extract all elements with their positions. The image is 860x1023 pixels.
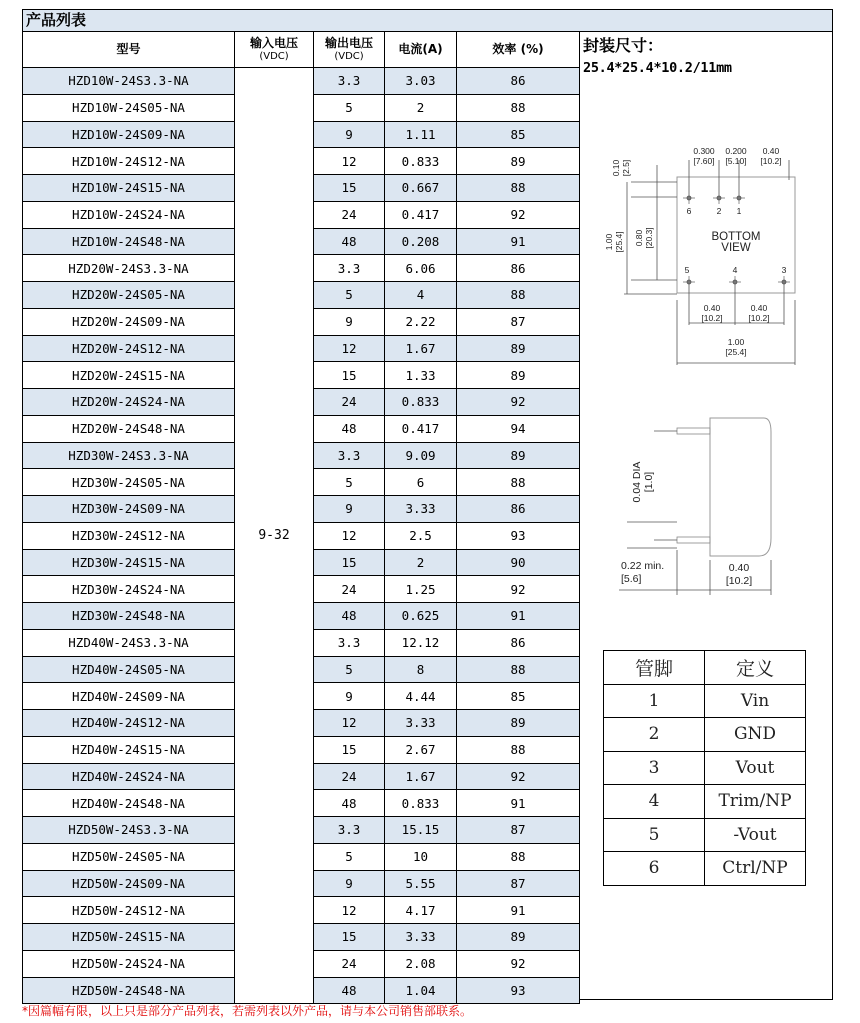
output-voltage-cell: 9 [314,496,385,523]
output-voltage-cell: 9 [314,121,385,148]
current-cell: 1.04 [385,977,457,1004]
efficiency-cell: 86 [457,629,580,656]
efficiency-cell: 91 [457,897,580,924]
pin-label-5: 5 [684,265,690,275]
current-cell: 0.667 [385,175,457,202]
model-cell: HZD20W-24S3.3-NA [23,255,235,282]
output-voltage-cell: 15 [314,924,385,951]
output-voltage-cell: 9 [314,870,385,897]
model-cell: HZD20W-24S48-NA [23,415,235,442]
table-header-row [23,32,580,68]
dim-pin-length-mm: [5.6] [621,573,642,585]
model-cell: HZD10W-24S3.3-NA [23,68,235,95]
model-cell: HZD40W-24S3.3-NA [23,629,235,656]
pin-number-cell: 1 [604,684,705,718]
model-cell: HZD30W-24S09-NA [23,496,235,523]
current-cell: 2 [385,549,457,576]
model-cell: HZD20W-24S15-NA [23,362,235,389]
model-cell: HZD20W-24S24-NA [23,389,235,416]
model-cell: HZD40W-24S09-NA [23,683,235,710]
efficiency-cell: 92 [457,763,580,790]
output-voltage-cell: 48 [314,228,385,255]
model-cell: HZD30W-24S48-NA [23,603,235,630]
model-cell: HZD50W-24S3.3-NA [23,817,235,844]
current-cell: 10 [385,843,457,870]
efficiency-cell: 87 [457,870,580,897]
current-cell: 6 [385,469,457,496]
current-cell: 12.12 [385,629,457,656]
pin-row [604,684,806,718]
output-voltage-cell: 3.3 [314,255,385,282]
current-cell: 0.417 [385,415,457,442]
efficiency-cell: 93 [457,522,580,549]
dim-top-offset: 0.10 [611,159,621,177]
current-cell: 2.67 [385,736,457,763]
current-cell: 1.25 [385,576,457,603]
header-output-voltage: 输出电压 (VDC) [314,32,385,68]
model-cell: HZD20W-24S05-NA [23,282,235,309]
model-cell: HZD20W-24S12-NA [23,335,235,362]
efficiency-cell: 91 [457,603,580,630]
product-table [22,31,580,1004]
table-row [23,68,580,95]
model-cell: HZD10W-24S24-NA [23,201,235,228]
current-cell: 0.417 [385,201,457,228]
efficiency-cell: 88 [457,656,580,683]
current-cell: 1.67 [385,763,457,790]
pin-definition-cell: Trim/NP [705,785,806,819]
efficiency-cell: 91 [457,790,580,817]
efficiency-cell: 94 [457,415,580,442]
current-cell: 5.55 [385,870,457,897]
pin-number-cell: 3 [604,751,705,785]
output-voltage-cell: 3.3 [314,817,385,844]
model-cell: HZD20W-24S09-NA [23,308,235,335]
output-voltage-cell: 15 [314,175,385,202]
pin-label-1: 1 [736,206,742,216]
efficiency-cell: 89 [457,335,580,362]
output-voltage-cell: 48 [314,415,385,442]
model-cell: HZD40W-24S24-NA [23,763,235,790]
efficiency-cell: 89 [457,924,580,951]
output-voltage-cell: 24 [314,389,385,416]
package-drawing [579,120,831,620]
input-voltage-cell: 9-32 [235,68,314,1004]
dim-height-mm: [25.4] [614,231,624,253]
output-voltage-cell: 24 [314,950,385,977]
footnote: *因篇幅有限，以上只是部分产品列表，若需列表以外产品，请与本公司销售部联系。 [22,1004,473,1018]
efficiency-cell: 93 [457,977,580,1004]
current-cell: 2.22 [385,308,457,335]
dim-top-offset-mm: [2.5] [621,159,631,177]
model-cell: HZD50W-24S09-NA [23,870,235,897]
dim-pitch-3-mm: [10.2] [760,156,782,166]
current-cell: 1.11 [385,121,457,148]
output-voltage-cell: 9 [314,683,385,710]
package-dimensions: 25.4*25.4*10.2/11mm [583,60,732,76]
output-voltage-cell: 12 [314,897,385,924]
pin-number-cell: 5 [604,818,705,852]
output-voltage-cell: 12 [314,335,385,362]
output-voltage-cell: 3.3 [314,68,385,95]
pin-definition-cell: Vout [705,751,806,785]
pin-row [604,818,806,852]
output-voltage-cell: 5 [314,843,385,870]
model-cell: HZD30W-24S24-NA [23,576,235,603]
pin-label-3: 3 [781,265,787,275]
output-voltage-cell: 12 [314,522,385,549]
output-voltage-cell: 12 [314,148,385,175]
efficiency-cell: 86 [457,255,580,282]
dim-pitch-2: 0.200 [725,146,747,156]
efficiency-cell: 85 [457,683,580,710]
efficiency-cell: 86 [457,496,580,523]
current-cell: 0.833 [385,148,457,175]
dim-bottom-right: 0.40 [750,303,768,313]
current-cell: 8 [385,656,457,683]
header-input-voltage: 输入电压 (VDC) [235,32,314,68]
model-cell: HZD40W-24S12-NA [23,710,235,737]
dim-inner-height: 0.80 [634,229,644,247]
model-cell: HZD50W-24S05-NA [23,843,235,870]
output-voltage-cell: 24 [314,763,385,790]
pin-label-6: 6 [686,206,692,216]
pin-number-cell: 4 [604,785,705,819]
model-cell: HZD50W-24S12-NA [23,897,235,924]
dim-pitch-2-mm: [5.10] [725,156,747,166]
model-cell: HZD30W-24S12-NA [23,522,235,549]
output-voltage-cell: 12 [314,710,385,737]
output-voltage-cell: 5 [314,94,385,121]
current-cell: 1.33 [385,362,457,389]
efficiency-cell: 86 [457,68,580,95]
current-cell: 2.08 [385,950,457,977]
dim-bottom-left-mm: [10.2] [701,313,723,323]
dim-inner-height-mm: [20.3] [644,227,654,249]
model-cell: HZD10W-24S09-NA [23,121,235,148]
dim-width: 1.00 [727,337,745,347]
pin-row [604,852,806,886]
output-voltage-cell: 15 [314,549,385,576]
pin-definition-cell: GND [705,718,806,752]
pin-row [604,718,806,752]
dim-bottom-right-mm: [10.2] [748,313,770,323]
pin-definition-table [603,650,806,886]
dim-pitch-3: 0.40 [762,146,780,156]
current-cell: 0.833 [385,389,457,416]
pin-number-cell: 2 [604,718,705,752]
pin-row [604,751,806,785]
current-cell: 4 [385,282,457,309]
model-cell: HZD40W-24S15-NA [23,736,235,763]
model-cell: HZD40W-24S48-NA [23,790,235,817]
model-cell: HZD50W-24S15-NA [23,924,235,951]
dim-pitch-1-mm: [7.60] [693,156,715,166]
header-model: 型号 [23,32,235,68]
dim-pin-length: 0.22 min. [621,560,665,572]
current-cell: 3.33 [385,710,457,737]
output-voltage-cell: 48 [314,790,385,817]
efficiency-cell: 88 [457,175,580,202]
pin-number-cell: 6 [604,852,705,886]
current-cell: 3.03 [385,68,457,95]
efficiency-cell: 85 [457,121,580,148]
efficiency-cell: 91 [457,228,580,255]
current-cell: 2.5 [385,522,457,549]
efficiency-cell: 88 [457,736,580,763]
output-voltage-cell: 15 [314,736,385,763]
section-title: 产品列表 [22,9,833,32]
pin-label-2: 2 [716,206,722,216]
current-cell: 4.17 [385,897,457,924]
header-efficiency: 效率 (%) [457,32,580,68]
current-cell: 6.06 [385,255,457,282]
dim-pin-dia-mm: [1.0] [643,471,655,493]
current-cell: 2 [385,94,457,121]
dim-bottom-left: 0.40 [703,303,721,313]
pin-definition-cell: Vin [705,684,806,718]
efficiency-cell: 90 [457,549,580,576]
model-cell: HZD10W-24S15-NA [23,175,235,202]
output-voltage-cell: 48 [314,977,385,1004]
header-definition: 定义 [705,651,806,685]
efficiency-cell: 89 [457,710,580,737]
current-cell: 3.33 [385,924,457,951]
dim-pitch-1: 0.300 [693,146,715,156]
output-voltage-cell: 24 [314,576,385,603]
efficiency-cell: 87 [457,308,580,335]
pin-definition-cell: -Vout [705,818,806,852]
current-cell: 0.208 [385,228,457,255]
efficiency-cell: 89 [457,442,580,469]
efficiency-cell: 88 [457,282,580,309]
bottom-view-label-2: VIEW [721,242,751,254]
current-cell: 15.15 [385,817,457,844]
efficiency-cell: 88 [457,94,580,121]
current-cell: 1.67 [385,335,457,362]
pin-definition-cell: Ctrl/NP [705,852,806,886]
current-cell: 3.33 [385,496,457,523]
header-pin: 管脚 [604,651,705,685]
output-voltage-cell: 5 [314,282,385,309]
model-cell: HZD30W-24S05-NA [23,469,235,496]
output-voltage-cell: 15 [314,362,385,389]
pin-table-header-row [604,651,806,685]
pin-label-4: 4 [732,265,738,275]
model-cell: HZD30W-24S15-NA [23,549,235,576]
output-voltage-cell: 5 [314,656,385,683]
dim-width-mm: [25.4] [725,347,747,357]
current-cell: 4.44 [385,683,457,710]
dim-pin-dia: 0.04 DIA [631,461,643,503]
model-cell: HZD50W-24S48-NA [23,977,235,1004]
efficiency-cell: 92 [457,389,580,416]
efficiency-cell: 92 [457,576,580,603]
model-cell: HZD10W-24S05-NA [23,94,235,121]
bottom-view-drawing [624,160,795,365]
efficiency-cell: 89 [457,148,580,175]
model-cell: HZD10W-24S12-NA [23,148,235,175]
output-voltage-cell: 24 [314,201,385,228]
header-current: 电流(A) [385,32,457,68]
package-title: 封装尺寸： [583,36,664,55]
output-voltage-cell: 5 [314,469,385,496]
model-cell: HZD30W-24S3.3-NA [23,442,235,469]
output-voltage-cell: 3.3 [314,629,385,656]
bottom-view-label-1: BOTTOM [711,231,761,243]
efficiency-cell: 89 [457,362,580,389]
efficiency-cell: 92 [457,201,580,228]
output-voltage-cell: 48 [314,603,385,630]
efficiency-cell: 92 [457,950,580,977]
model-cell: HZD50W-24S24-NA [23,950,235,977]
model-cell: HZD10W-24S48-NA [23,228,235,255]
dim-thickness-mm: [10.2] [725,575,753,587]
output-voltage-cell: 9 [314,308,385,335]
current-cell: 0.625 [385,603,457,630]
current-cell: 9.09 [385,442,457,469]
efficiency-cell: 88 [457,843,580,870]
current-cell: 0.833 [385,790,457,817]
dim-thickness: 0.40 [728,562,750,574]
output-voltage-cell: 3.3 [314,442,385,469]
efficiency-cell: 87 [457,817,580,844]
efficiency-cell: 88 [457,469,580,496]
dim-height: 1.00 [604,233,614,251]
pin-row [604,785,806,819]
model-cell: HZD40W-24S05-NA [23,656,235,683]
